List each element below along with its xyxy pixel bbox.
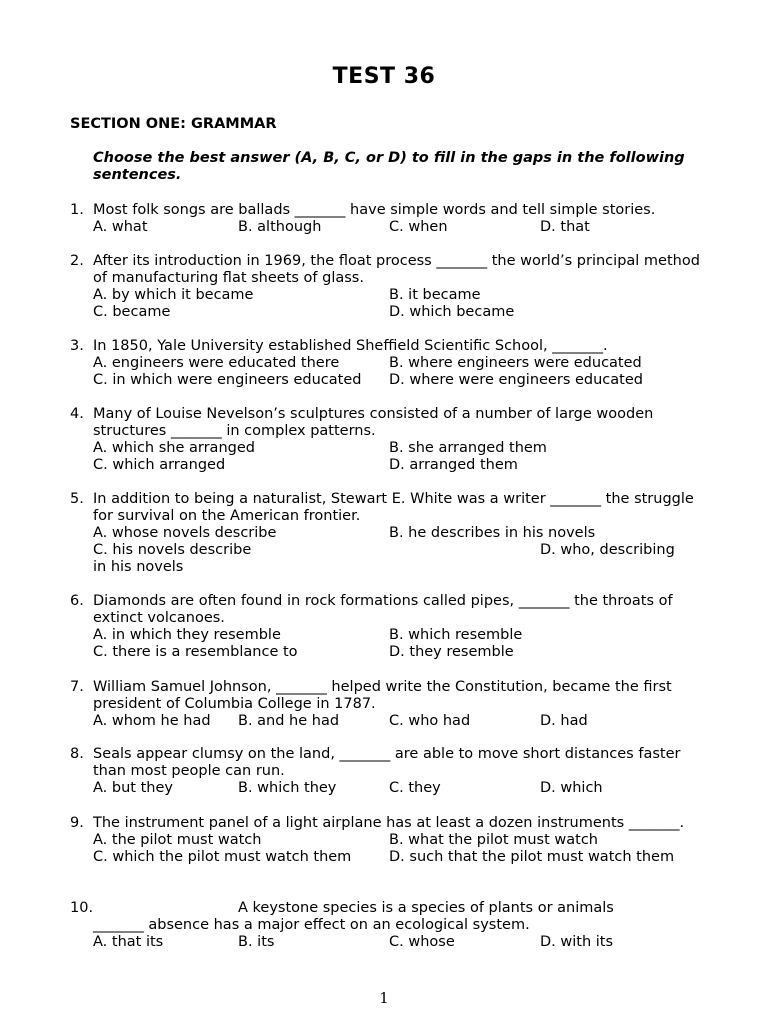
question-4 xyxy=(70,406,710,474)
question-7 xyxy=(70,679,710,730)
question-1 xyxy=(70,202,710,236)
question-6 xyxy=(70,593,710,661)
option-d: D. with its xyxy=(540,934,614,950)
option-a: A. whose novels describe xyxy=(93,525,277,541)
options-row xyxy=(93,780,710,797)
question-number: 9. xyxy=(70,815,84,831)
options-row xyxy=(93,525,710,542)
section-heading: SECTION ONE: GRAMMAR xyxy=(70,116,277,132)
question-number: 7. xyxy=(70,679,84,695)
option-d: D. such that the pilot must watch them xyxy=(389,849,675,865)
options-row xyxy=(93,713,710,730)
question-number: 5. xyxy=(70,491,84,507)
question-2 xyxy=(70,253,710,321)
question-stem: Diamonds are often found in rock formations called pipes, _______ the throats of extinct volcanoes. xyxy=(93,593,673,626)
options-row xyxy=(93,644,710,661)
option-d: D. had xyxy=(540,713,588,729)
question-stem-first-line: A keystone species is a species of plants or animals xyxy=(238,900,614,916)
option-c: C. whose xyxy=(389,934,455,950)
question-stem: In addition to being a naturalist, Stewart E. White was a writer _______ the struggle for survival on the American frontier. xyxy=(93,491,694,524)
option-c: C. there is a resemblance to xyxy=(93,644,298,660)
options-row xyxy=(93,457,710,474)
question-10 xyxy=(70,900,710,951)
option-b: B. it became xyxy=(389,287,481,303)
options-row xyxy=(93,219,710,236)
test-title: TEST 36 xyxy=(332,64,436,89)
option-b: B. its xyxy=(238,934,275,950)
option-a: A. the pilot must watch xyxy=(93,832,262,848)
option-c: C. which the pilot must watch them xyxy=(93,849,352,865)
options-row xyxy=(93,440,710,457)
options-row xyxy=(93,542,710,559)
option-a: A. by which it became xyxy=(93,287,254,303)
option-b: B. although xyxy=(238,219,322,235)
question-stem: Most folk songs are ballads _______ have simple words and tell simple stories. xyxy=(93,202,656,218)
option-c: C. in which were engineers educated xyxy=(93,372,362,388)
options-row xyxy=(93,934,710,951)
option-d: D. which xyxy=(540,780,603,796)
question-9 xyxy=(70,815,710,866)
option-a: A. but they xyxy=(93,780,173,796)
option-a: A. whom he had xyxy=(93,713,211,729)
question-stem: William Samuel Johnson, _______ helped write the Constitution, became the first president of Columbia College in 1787. xyxy=(93,679,672,712)
question-number: 10. xyxy=(70,900,94,916)
options-row xyxy=(93,627,710,644)
question-3 xyxy=(70,338,710,389)
question-number: 8. xyxy=(70,746,84,762)
option-c: C. which arranged xyxy=(93,457,226,473)
option-a: A. which she arranged xyxy=(93,440,255,456)
option-b: B. which resemble xyxy=(389,627,523,643)
option-d: D. where were engineers educated xyxy=(389,372,643,388)
options-row xyxy=(93,304,710,321)
question-number: 1. xyxy=(70,202,84,218)
option-c: C. who had xyxy=(389,713,471,729)
instructions: Choose the best answer (A, B, C, or D) to fill in the gaps in the following sentences. xyxy=(93,150,685,183)
option-c: C. they xyxy=(389,780,441,796)
question-number: 2. xyxy=(70,253,84,269)
option-b: B. which they xyxy=(238,780,337,796)
question-stem: After its introduction in 1969, the float process _______ the world’s principal method of manufacturing flat sheets of glass. xyxy=(93,253,700,286)
options-row xyxy=(93,372,710,389)
option-d: D. they resemble xyxy=(389,644,514,660)
page-number: 1 xyxy=(379,989,389,1007)
option-d: D. arranged them xyxy=(389,457,518,473)
option-c: C. when xyxy=(389,219,448,235)
option-d-continued: in his novels xyxy=(93,559,184,575)
question-number: 4. xyxy=(70,406,84,422)
options-row xyxy=(93,355,710,372)
option-a: A. in which they resemble xyxy=(93,627,281,643)
options-row xyxy=(93,559,710,576)
question-stem: _______ absence has a major effect on an ecological system. xyxy=(93,917,530,933)
question-number: 6. xyxy=(70,593,84,609)
options-row xyxy=(93,287,710,304)
option-d: D. which became xyxy=(389,304,515,320)
option-a: A. engineers were educated there xyxy=(93,355,340,371)
options-row xyxy=(93,832,710,849)
question-5 xyxy=(70,491,710,576)
question-stem: Many of Louise Nevelson’s sculptures consisted of a number of large wooden structures _______ in complex patterns. xyxy=(93,406,654,439)
option-b: B. she arranged them xyxy=(389,440,547,456)
options-row xyxy=(93,849,710,866)
option-d: D. who, describing xyxy=(540,542,675,558)
option-a: A. what xyxy=(93,219,148,235)
option-b: B. he describes in his novels xyxy=(389,525,596,541)
question-stem: Seals appear clumsy on the land, _______ are able to move short distances faster than most people can run. xyxy=(93,746,681,779)
option-c: C. his novels describe xyxy=(93,542,252,558)
option-d: D. that xyxy=(540,219,590,235)
option-a: A. that its xyxy=(93,934,164,950)
question-stem: In 1850, Yale University established Sheffield Scientific School, _______. xyxy=(93,338,608,354)
question-stem: The instrument panel of a light airplane has at least a dozen instruments _______. xyxy=(93,815,685,831)
option-b: B. what the pilot must watch xyxy=(389,832,598,848)
option-c: C. became xyxy=(93,304,171,320)
question-8 xyxy=(70,746,710,797)
option-b: B. where engineers were educated xyxy=(389,355,642,371)
question-number: 3. xyxy=(70,338,84,354)
option-b: B. and he had xyxy=(238,713,340,729)
